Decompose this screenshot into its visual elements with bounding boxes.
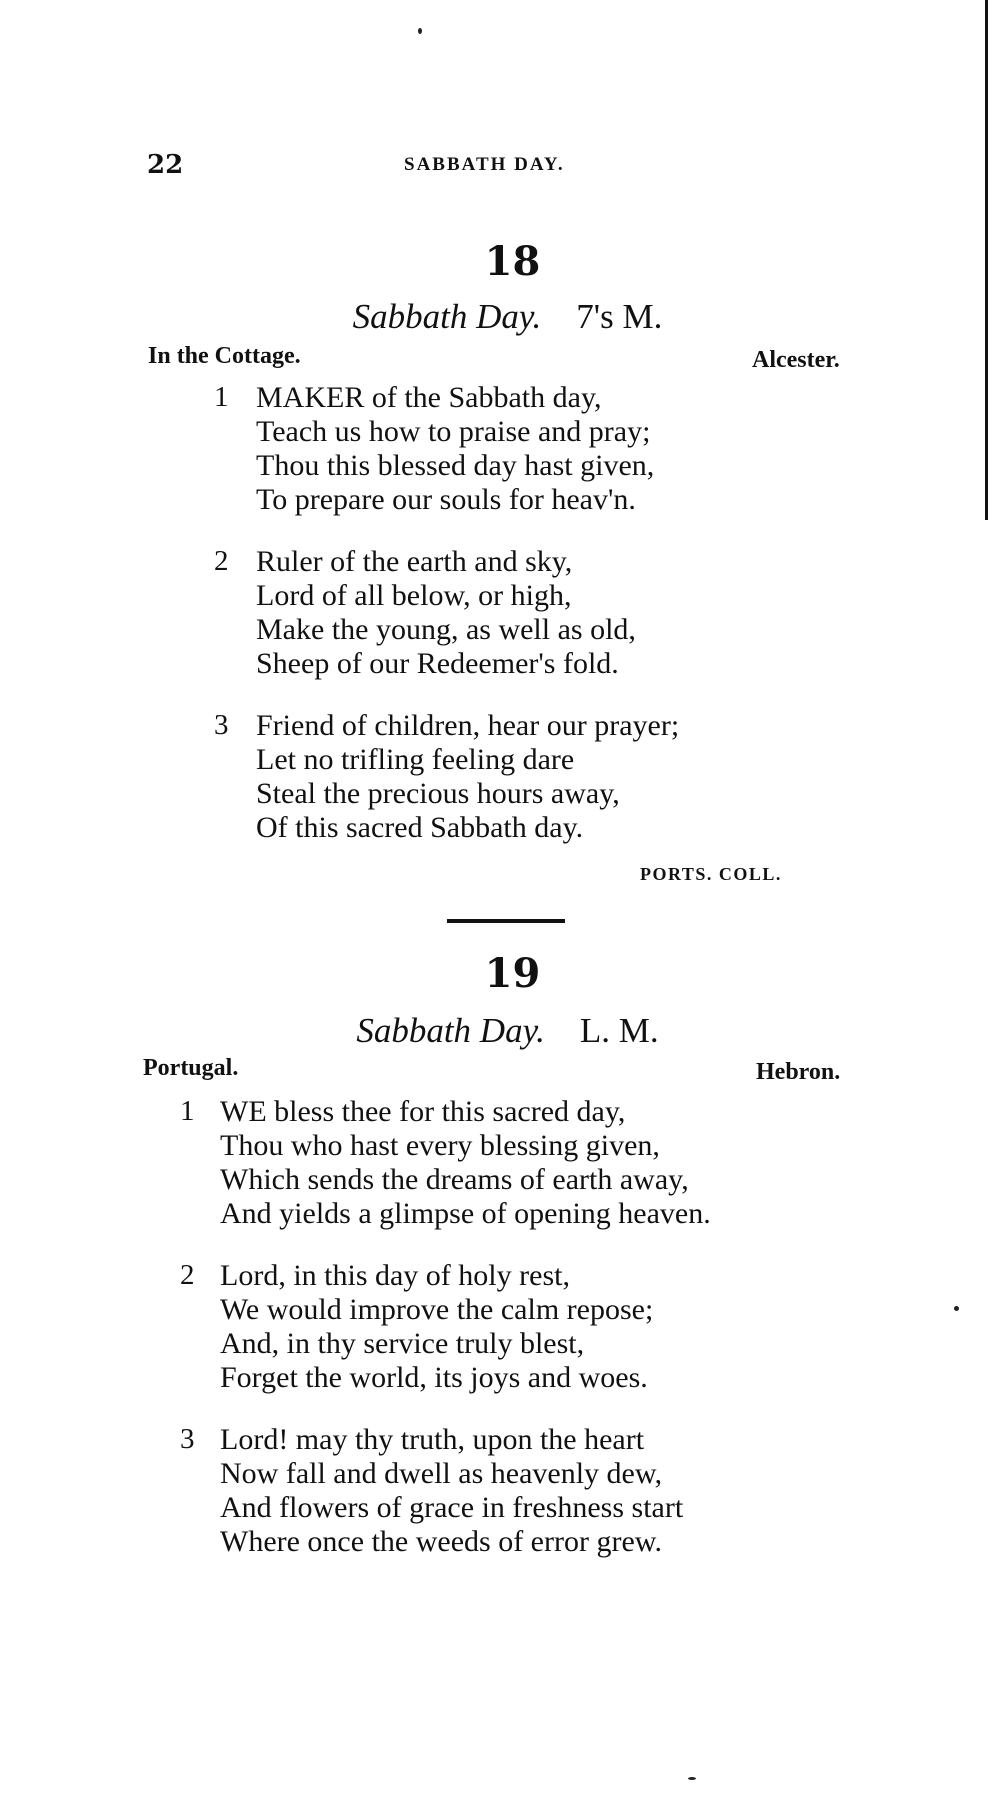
attribution: PORTS. COLL. bbox=[640, 864, 782, 884]
verse bbox=[180, 1423, 1005, 1559]
verse-line: Make the young, as well as old, bbox=[256, 613, 636, 646]
verse-line: Lord, in this day of holy rest, bbox=[220, 1259, 570, 1292]
verses bbox=[180, 1095, 1005, 1559]
hymn-title-text: Sabbath Day. bbox=[352, 297, 542, 336]
hymn-title bbox=[10, 1011, 1005, 1051]
running-header bbox=[0, 150, 1005, 180]
verse-line: WE bless thee for this sacred day, bbox=[220, 1095, 626, 1128]
verse-line: Teach us how to praise and pray; bbox=[256, 415, 651, 448]
verse-line: Thou who hast every blessing given, bbox=[220, 1129, 660, 1162]
verse-line: Sheep of our Redeemer's fold. bbox=[256, 647, 619, 680]
verse-line: MAKER of the Sabbath day, bbox=[256, 381, 602, 414]
verse-line: Steal the precious hours away, bbox=[256, 777, 620, 810]
tune-right: Alcester. bbox=[752, 347, 840, 373]
verses bbox=[214, 381, 1005, 845]
verse-line: We would improve the calm repose; bbox=[220, 1293, 654, 1326]
tune-names bbox=[0, 343, 1005, 379]
verse-number: 1 bbox=[214, 381, 229, 413]
verse-line: Which sends the dreams of earth away, bbox=[220, 1163, 689, 1196]
hymn-number: 19 bbox=[484, 950, 541, 997]
verse bbox=[214, 545, 1005, 681]
verse-line: Now fall and dwell as heavenly dew, bbox=[220, 1457, 663, 1490]
hymn-title bbox=[10, 297, 1005, 337]
hymn-meter: L. M. bbox=[579, 1011, 659, 1050]
verse-number: 2 bbox=[180, 1259, 195, 1291]
verse bbox=[214, 709, 1005, 845]
verse-line: Ruler of the earth and sky, bbox=[256, 545, 573, 578]
verse-line: Forget the world, its joys and woes. bbox=[220, 1361, 648, 1394]
verse-line: Friend of children, hear our prayer; bbox=[256, 709, 680, 742]
verse-line: And flowers of grace in freshness start bbox=[220, 1491, 684, 1524]
ink-speck bbox=[418, 28, 422, 34]
tune-right: Hebron. bbox=[756, 1059, 841, 1085]
verse bbox=[180, 1259, 1005, 1395]
verse-line: To prepare our souls for heav'n. bbox=[256, 483, 636, 516]
verse-number: 2 bbox=[214, 545, 229, 577]
verse bbox=[180, 1095, 1005, 1231]
hymn-number: 18 bbox=[484, 238, 541, 285]
verse-line: And yields a glimpse of opening heaven. bbox=[220, 1197, 711, 1230]
ink-speck bbox=[688, 1777, 696, 1780]
hymn-meter: 7's M. bbox=[576, 297, 663, 336]
hymn-title-text: Sabbath Day. bbox=[356, 1011, 545, 1050]
running-title: SABBATH DAY. bbox=[404, 154, 565, 175]
verse-line: Of this sacred Sabbath day. bbox=[256, 811, 584, 844]
tune-left: Portugal. bbox=[143, 1055, 239, 1081]
verse-line: Let no trifling feeling dare bbox=[256, 743, 575, 776]
verse-line: Thou this blessed day hast given, bbox=[256, 449, 655, 482]
page-number: 22 bbox=[147, 150, 184, 180]
hymn-19 bbox=[0, 950, 1005, 1587]
verse-number: 1 bbox=[180, 1095, 195, 1127]
verse-line: Where once the weeds of error grew. bbox=[220, 1525, 662, 1558]
tune-left: In the Cottage. bbox=[148, 343, 301, 369]
verse-line: Lord! may thy truth, upon the heart bbox=[220, 1423, 645, 1456]
section-divider bbox=[447, 919, 565, 923]
verse-number: 3 bbox=[214, 709, 229, 741]
hymn-18 bbox=[0, 238, 1005, 873]
verse-line: And, in thy service truly blest, bbox=[220, 1327, 585, 1360]
verse bbox=[214, 381, 1005, 517]
tune-names bbox=[0, 1055, 1005, 1091]
verse-number: 3 bbox=[180, 1423, 195, 1455]
verse-line: Lord of all below, or high, bbox=[256, 579, 572, 612]
